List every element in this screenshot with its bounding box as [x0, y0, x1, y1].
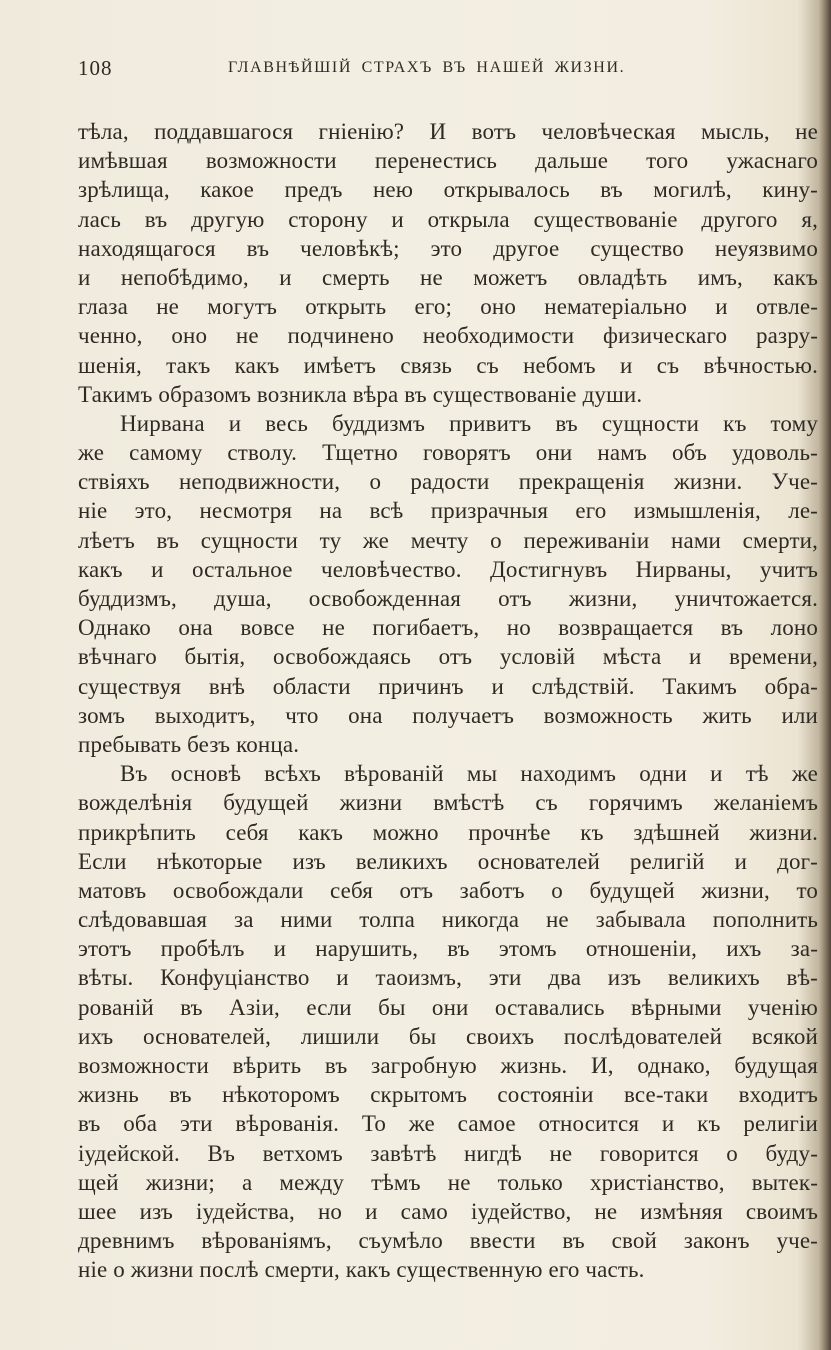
text-line: зрѣлища, какое предъ нею открывалось въ могилѣ, кину- — [78, 177, 818, 203]
text-line: тѣла, поддавшагося гніенію? И вотъ человѣческая мысль, не — [78, 119, 818, 144]
text-line: возможности вѣрить въ загробную жизнь. И, однако, будущая — [78, 1053, 818, 1078]
body-text — [78, 117, 818, 1285]
text-line: этотъ пробѣлъ и нарушить, въ этомъ отношеніи, ихъ за- — [78, 936, 818, 962]
text-line: же самому стволу. Тщетно говорятъ они намъ объ удоволь- — [78, 440, 818, 466]
text-line: находящагося въ человѣкѣ; это другое существо неуязвимо — [78, 235, 818, 261]
text-line: древнимъ вѣрованіямъ, съумѣло ввести въ свой законъ уче- — [78, 1228, 818, 1254]
text-line: щей жизни; а между тѣмъ не только христіанство, вытек- — [78, 1169, 818, 1195]
text-line: Если нѣкоторые изъ великихъ основателей религій и дог- — [78, 848, 818, 874]
text-line: ствіяхъ неподвижности, о радости прекращенія жизни. Уче- — [78, 469, 818, 495]
text-line: существуя внѣ области причинъ и слѣдствій. Такимъ обра- — [78, 673, 818, 699]
text-line: вѣты. Конфуціанство и таоизмъ, эти два изъ великихъ вѣ- — [78, 965, 818, 991]
text-line: шенія, такъ какъ имѣетъ связь съ небомъ и съ вѣчностью. — [78, 352, 818, 378]
text-line: пребывать безъ конца. — [78, 731, 300, 757]
text-line: имѣвшая возможности перенестись дальше того ужаснаго — [78, 148, 818, 174]
text-line: Однако она вовсе не погибаетъ, но возвращается въ лоно — [78, 615, 818, 641]
running-head: ГЛАВНѢЙШІЙ СТРАХЪ ВЪ НАШЕЙ ЖИЗНИ. — [228, 59, 626, 76]
text-line: ихъ основателей, лишили бы своихъ послѣдователей всякой — [78, 1023, 818, 1049]
page-edge-shadow — [819, 0, 831, 1350]
text-line: іудейской. Въ ветхомъ завѣтѣ нигдѣ не говорится о буду- — [78, 1140, 818, 1166]
text-line: ніе это, несмотря на всѣ призрачныя его измышленія, ле- — [78, 498, 818, 524]
text-line: вожделѣнія будущей жизни вмѣстѣ съ горячимъ желаніемъ — [78, 790, 818, 816]
text-line: ченно, оно не подчинено необходимости физическаго разру- — [78, 323, 818, 349]
text-line: и непобѣдимо, и смерть не можетъ овладѣть имъ, какъ — [78, 264, 818, 290]
text-line: лѣетъ въ сущности ту же мечту о переживаніи нами смерти, — [78, 527, 818, 553]
text-line: жизнь въ нѣкоторомъ скрытомъ состояніи все-таки входитъ — [78, 1082, 818, 1108]
text-line: Такимъ образомъ возникла вѣра въ существованіе души. — [78, 381, 643, 407]
text-line: матовъ освобождали себя отъ заботъ о будущей жизни, то — [78, 877, 818, 903]
page-header — [78, 56, 818, 86]
text-line: въ оба эти вѣрованія. То же самое относится и къ религіи — [78, 1111, 818, 1137]
text-line: какъ и остальное человѣчество. Достигнувъ Нирваны, учитъ — [78, 556, 818, 582]
text-line: вѣчнаго бытія, освобождаясь отъ условій мѣста и времени, — [78, 644, 818, 670]
page-number: 108 — [78, 56, 113, 80]
text-line: рованій въ Азіи, если бы они оставались вѣрными ученію — [78, 994, 818, 1020]
text-line: Въ основѣ всѣхъ вѣрованій мы находимъ одни и тѣ же — [120, 761, 818, 787]
text-line: буддизмъ, душа, освобожденная отъ жизни, уничтожается. — [78, 586, 818, 611]
text-line: прикрѣпить себя какъ можно прочнѣе къ здѣшней жизни. — [78, 819, 818, 845]
text-line: Нирвана и весь буддизмъ привитъ въ сущности къ тому — [120, 410, 818, 436]
text-line: зомъ выходитъ, что она получаетъ возможность жить или — [78, 702, 818, 728]
text-line: ніе о жизни послѣ смерти, какъ существенную его часть. — [78, 1257, 645, 1283]
text-line: шее изъ іудейства, но и само іудейство, не измѣняя своимъ — [78, 1198, 818, 1224]
text-line: глаза не могутъ открыть его; оно нематеріально и отвле- — [78, 294, 818, 320]
text-line: лась въ другую сторону и открыла существованіе другого я, — [78, 206, 818, 232]
text-line: слѣдовавшая за ними толпа никогда не забывала пополнить — [78, 907, 818, 933]
